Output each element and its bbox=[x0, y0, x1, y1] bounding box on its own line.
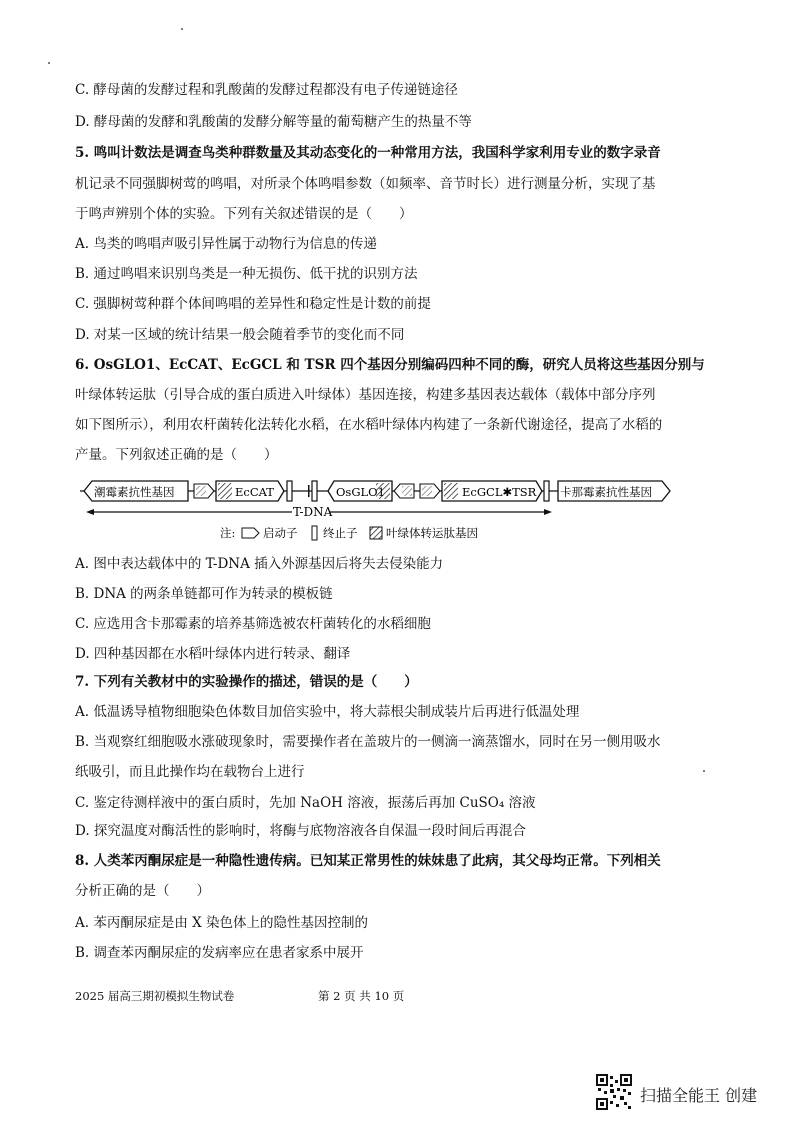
question-7-option-a: A. 低温诱导植物细胞染色体数目加倍实验中，将大蒜根尖制成装片后再进行低温处理 bbox=[75, 704, 580, 720]
question-5-option-d: D. 对某一区域的统计结果一般会随着季节的变化而不同 bbox=[75, 327, 405, 343]
osglo1-label: OsGLO1 bbox=[336, 485, 385, 499]
tdna-label: T-DNA bbox=[293, 505, 333, 519]
question-6-stem-3: 如下图所示），利用农杆菌转化法转化水稻，在水稻叶绿体内构建了一条新代谢途径，提高了水稻的 bbox=[75, 417, 663, 433]
legend-terminator: 终止子 bbox=[323, 526, 358, 540]
promoter-icon bbox=[394, 484, 414, 498]
exam-title-footer: 2025 届高三期初模拟生物试卷 bbox=[75, 989, 235, 1003]
question-6-option-d: D. 四种基因都在水稻叶绿体内进行转录、翻译 bbox=[75, 646, 351, 662]
question-6-stem-4: 产量。下列叙述正确的是（ ） bbox=[75, 447, 278, 463]
terminator-icon bbox=[312, 481, 317, 501]
question-7-option-b-1: B. 当观察红细胞吸水涨破现象时，需要操作者在盖玻片的一侧滴一滴蒸馏水，同时在另一侧用吸水 bbox=[75, 734, 661, 750]
question-8-stem-2: 分析正确的是（ ） bbox=[75, 883, 210, 899]
question-5-option-c: C. 强脚树莺种群个体间鸣唱的差异性和稳定性是计数的前提 bbox=[75, 296, 431, 312]
scan-speck bbox=[48, 62, 50, 64]
terminator-icon bbox=[287, 481, 292, 501]
tdna-span-arrow bbox=[86, 505, 552, 519]
scan-speck bbox=[703, 770, 705, 772]
option-c-top: C. 酵母菌的发酵过程和乳酸菌的发酵过程都没有电子传递链途径 bbox=[75, 82, 458, 98]
kanamycin-label: 卡那霉素抗性基因 bbox=[560, 485, 652, 499]
question-7-option-b-2: 纸吸引，而且此操作均在载物台上进行 bbox=[75, 764, 305, 780]
question-5-stem-3: 于鸣声辨别个体的实验。下列有关叙述错误的是（ ） bbox=[75, 206, 413, 222]
legend-note: 注: bbox=[220, 526, 236, 540]
question-5-option-b: B. 通过鸣唱来识别鸟类是一种无损伤、低干扰的识别方法 bbox=[75, 266, 418, 282]
question-8-option-b: B. 调查苯丙酮尿症的发病率应在患者家系中展开 bbox=[75, 945, 364, 961]
question-8-stem-1: 8. 人类苯丙酮尿症是一种隐性遗传病。已知某正常男性的妹妹患了此病，其父母均正常。下列相关 bbox=[75, 853, 661, 869]
question-7-stem: 7. 下列有关教材中的实验操作的描述，错误的是（ ） bbox=[75, 674, 418, 690]
diagram-legend bbox=[220, 526, 478, 540]
scanner-watermark: 扫描全能王 创建 bbox=[640, 1086, 758, 1105]
question-8-option-a: A. 苯丙酮尿症是由 X 染色体上的隐性基因控制的 bbox=[75, 915, 369, 931]
question-6-option-c: C. 应选用含卡那霉素的培养基筛选被农杆菌转化的水稻细胞 bbox=[75, 616, 431, 632]
legend-promoter: 启动子 bbox=[263, 526, 298, 540]
promoter-icon bbox=[420, 484, 440, 498]
question-6-option-b: B. DNA 的两条单链都可作为转录的模板链 bbox=[75, 586, 333, 602]
eccat-label: EcCAT bbox=[235, 485, 274, 499]
legend-transit-peptide: 叶绿体转运肽基因 bbox=[386, 526, 478, 540]
page-number: 第 2 页 共 10 页 bbox=[318, 989, 405, 1003]
hygromycin-resistance-gene bbox=[84, 481, 188, 501]
vector-diagram bbox=[80, 475, 680, 545]
option-d-top: D. 酵母菌的发酵和乳酸菌的发酵分解等量的葡萄糖产生的热量不等 bbox=[75, 114, 472, 130]
ecgcl-tsr-gene bbox=[442, 481, 542, 501]
question-5-stem-1: 5. 鸣叫计数法是调查鸟类种群数量及其动态变化的一种常用方法，我国科学家利用专业的数字录音 bbox=[75, 145, 661, 161]
osglo1-gene bbox=[328, 481, 392, 501]
kanamycin-resistance-gene bbox=[558, 481, 670, 501]
question-5-option-a: A. 鸟类的鸣唱声吸引异性属于动物行为信息的传递 bbox=[75, 236, 377, 252]
scan-speck bbox=[181, 28, 183, 30]
qr-code-icon bbox=[596, 1074, 632, 1110]
question-6-stem-1: 6. OsGLO1、EcCAT、EcGCL 和 TSR 四个基因分别编码四种不同的酶，研究人员将这些基因分别与 bbox=[75, 357, 705, 373]
ecgcl-tsr-label: EcGCL✱TSR bbox=[462, 485, 537, 499]
question-7-option-d: D. 探究温度对酶活性的影响时，将酶与底物溶液各自保温一段时间后再混合 bbox=[75, 823, 526, 839]
question-7-option-c: C. 鉴定待测样液中的蛋白质时，先加 NaOH 溶液，振荡后再加 CuSO₄ 溶液 bbox=[75, 795, 536, 811]
question-5-stem-2: 机记录不同强脚树莺的鸣唱，对所录个体鸣唱参数（如频率、音节时长）进行测量分析，实现了基 bbox=[75, 176, 656, 192]
question-6-option-a: A. 图中表达载体中的 T-DNA 插入外源基因后将失去侵染能力 bbox=[75, 556, 444, 572]
question-6-stem-2: 叶绿体转运肽（引导合成的蛋白质进入叶绿体）基因连接，构建多基因表达载体（载体中部分序列 bbox=[75, 387, 656, 403]
eccat-gene bbox=[216, 481, 284, 501]
hygromycin-label: 潮霉素抗性基因 bbox=[94, 485, 175, 499]
terminator-icon bbox=[544, 481, 549, 501]
promoter-icon bbox=[194, 484, 214, 498]
